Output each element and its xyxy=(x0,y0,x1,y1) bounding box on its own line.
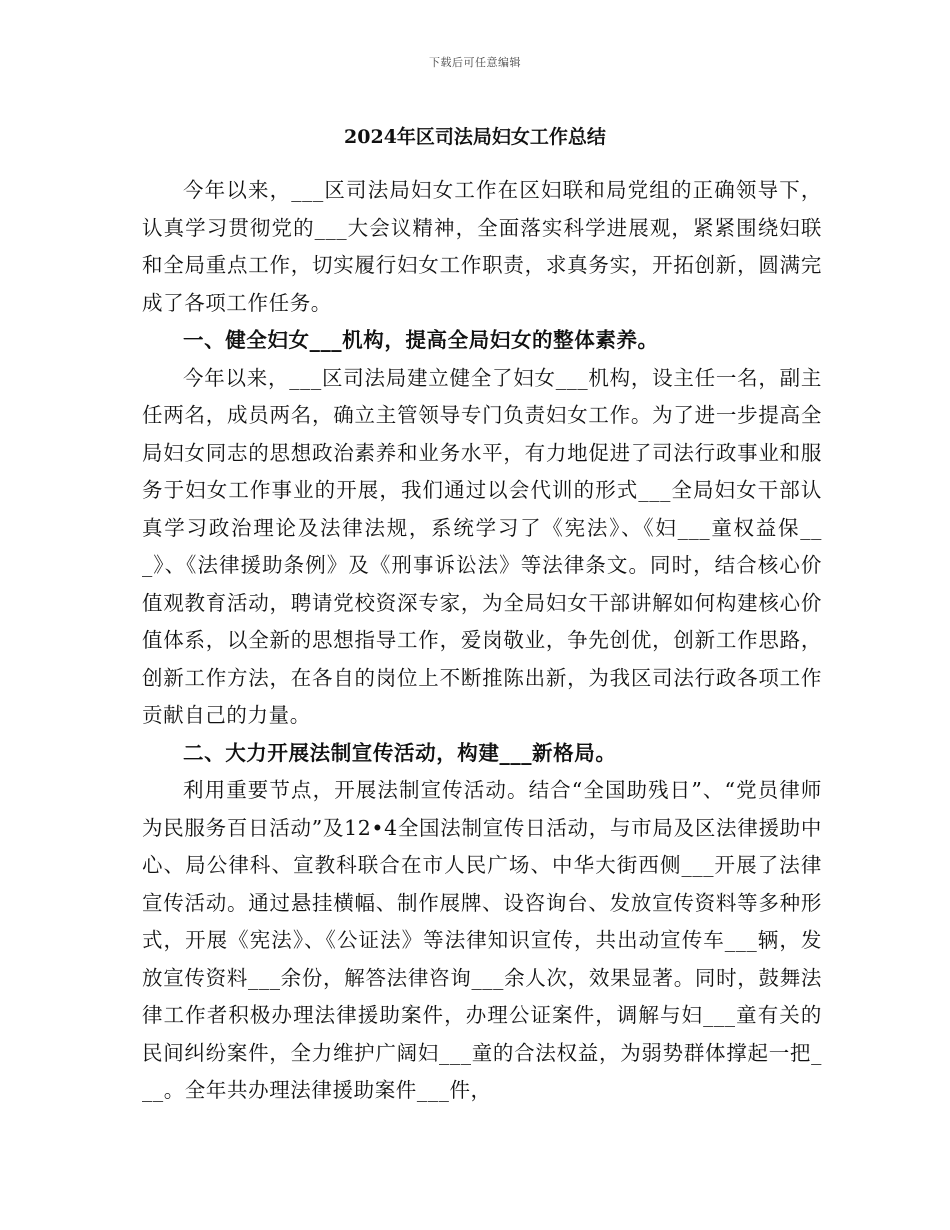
intro-paragraph: 今年以来，___区司法局妇女工作在区妇联和局党组的正确领导下，认真学习贯彻党的___大会议精神，全面落实科学进展观，紧紧围绕妇联和全局重点工作，切实履行妇女工作职责，求真务实，开拓创新，圆满完成了各项工作任务。 xyxy=(142,178,822,315)
section-2-paragraph: 利用重要节点，开展法制宣传活动。结合“全国助残日”、“党员律师为民服务百日活动”及12•4全国法制宣传日活动，与市局及区法律援助中心、局公律科、宣教科联合在市人民广场、中华大街西侧___开展了法律宣传活动。通过悬挂横幅、制作展牌、设咨询台、发放宣传资料等多种形式，开展《宪法》、《公证法》等法律知识宣传，共出动宣传车___辆，发放宣传资料___余份，解答法律咨询___余人次，效果显著。同时，鼓舞法律工作者积极办理法律援助案件，办理公证案件，调解与妇___童有关的民间纠纷案件，全力维护广阔妇___童的合法权益，为弱势群体撑起一把___。全年共办理法律援助案件___件， xyxy=(142,778,822,1102)
document-title: 2024年区司法局妇女工作总结 xyxy=(344,126,606,148)
section-1-paragraph: 今年以来，___区司法局建立健全了妇女___机构，设主任一名，副主任两名，成员两名，确立主管领导专门负责妇女工作。为了进一步提高全局妇女同志的思想政治素养和业务水平，有力地促进了司法行政事业和服务于妇女工作事业的开展，我们通过以会代训的形式___全局妇女干部认真学习政治理论及法律法规，系统学习了《宪法》、《妇___童权益保___》、《法律援助条例》及《刑事诉讼法》等法律条文。同时，结合核心价值观教育活动，聘请党校资深专家，为全局妇女干部讲解如何构建核心价值体系，以全新的思想指导工作，爱岗敬业，争先创优，创新工作思路，创新工作方法，在各自的岗位上不断推陈出新，为我区司法行政各项工作贡献自己的力量。 xyxy=(142,365,822,727)
section-heading-1: 一、健全妇女___机构，提高全局妇女的整体素养。 xyxy=(183,328,659,352)
document-body xyxy=(142,172,822,1110)
section-heading-2: 二、大力开展法制宣传活动，构建___新格局。 xyxy=(183,740,617,765)
download-note: 下载后可任意编辑 xyxy=(429,56,521,69)
